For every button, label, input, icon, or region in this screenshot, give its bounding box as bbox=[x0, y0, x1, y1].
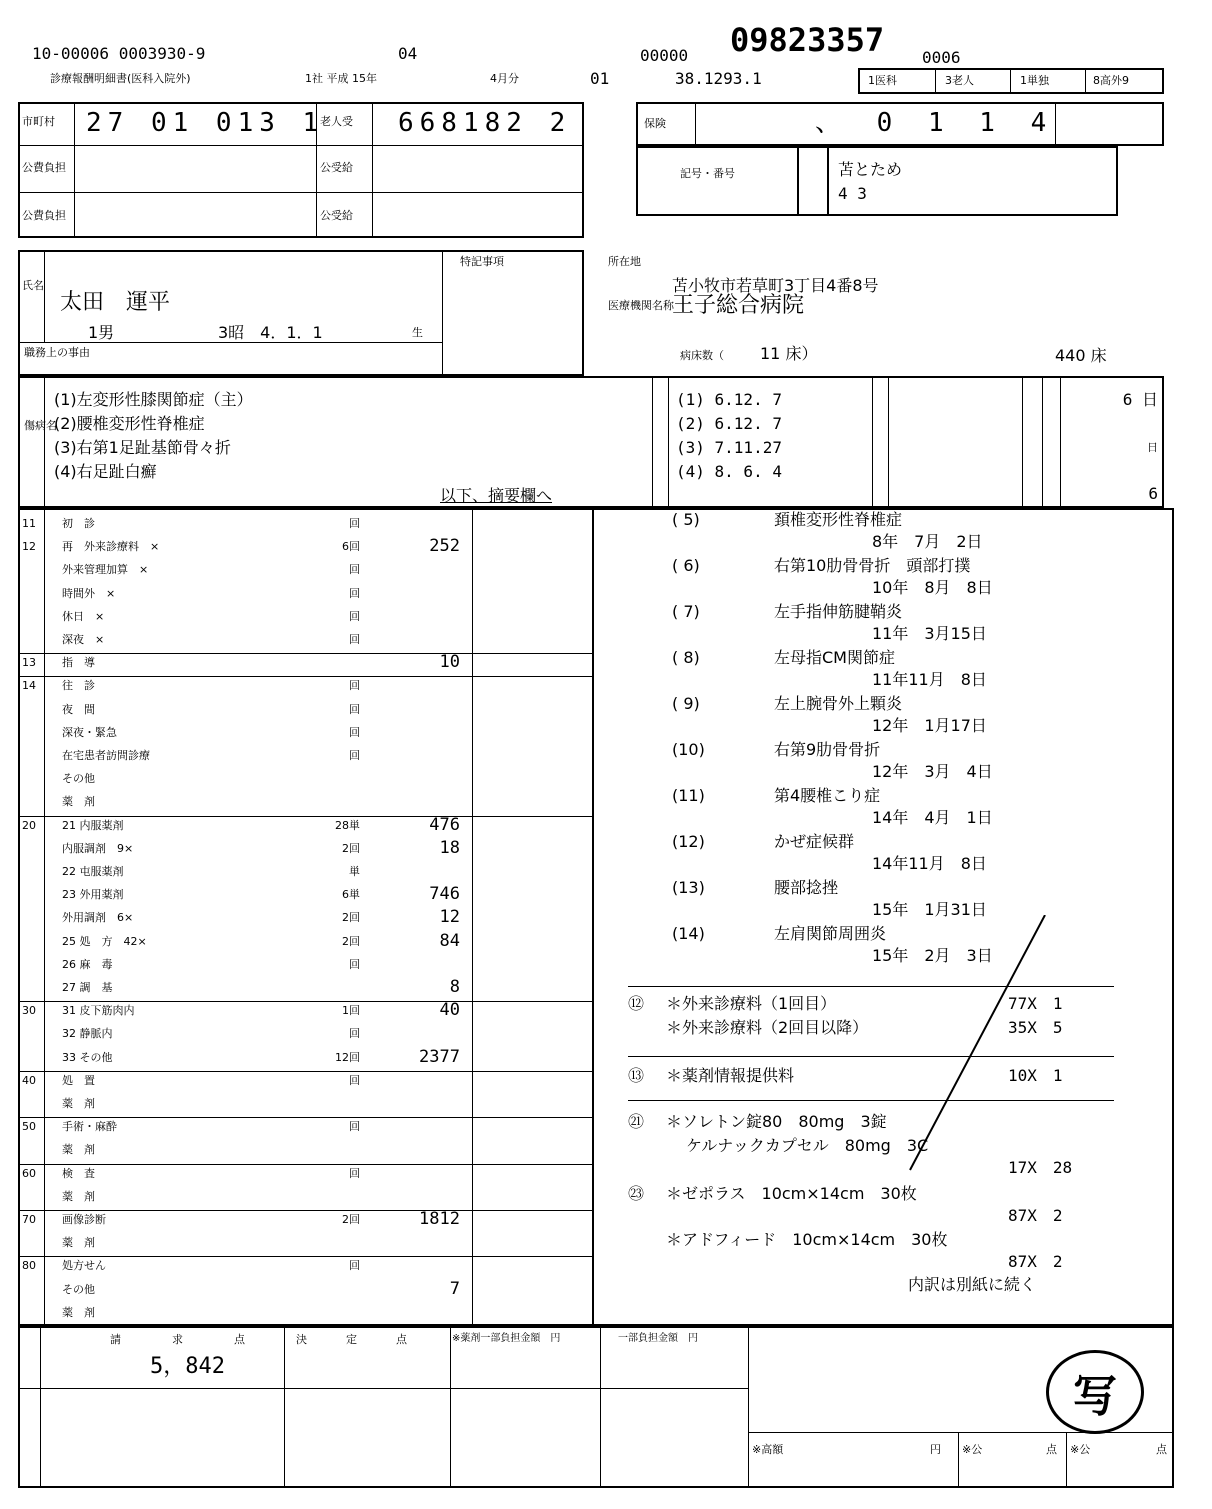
remark-diag-name: 左母指CM関節症 bbox=[774, 648, 895, 667]
high-cost-yen: 円 bbox=[930, 1443, 941, 1456]
recipient-label: 老人受 bbox=[320, 115, 353, 128]
charge-label: 再 外来診療料 × bbox=[62, 540, 160, 554]
charge-count: 回 bbox=[349, 609, 360, 623]
remark-diag-number: (13) bbox=[672, 878, 705, 897]
header-ids: 10-00006 0003930-9 bbox=[32, 44, 206, 63]
remark-item-text: ケルナックカプセル 80mg 3C bbox=[686, 1136, 929, 1155]
charge-label: 内服調剤 9× bbox=[62, 841, 134, 855]
charge-label: 薬 剤 bbox=[62, 1143, 95, 1157]
remark-item-mark: ⑬ bbox=[628, 1066, 645, 1085]
claim-points-label: 請 求 点 bbox=[110, 1333, 265, 1346]
remark-diag-number: (12) bbox=[672, 832, 705, 851]
charge-code: 11 bbox=[22, 517, 36, 530]
clinic-code: 38.1293.1 bbox=[675, 69, 762, 88]
recipient-number: 668182 2 bbox=[398, 108, 572, 138]
remark-diag-name: 右第10肋骨骨折 頭部打撲 bbox=[774, 556, 971, 575]
onset-date-4: (4) 8. 6. 4 bbox=[676, 462, 782, 481]
remark-diag-date: 15年 1月31日 bbox=[872, 900, 987, 919]
page-number: 0006 bbox=[922, 48, 961, 67]
remark-diag-number: ( 5) bbox=[672, 510, 700, 529]
remark-item-text: ＊アドフィード 10cm×14cm 30枚 bbox=[666, 1230, 948, 1249]
remark-diag-number: (14) bbox=[672, 924, 705, 943]
claim-month: 4月分 bbox=[490, 72, 519, 85]
charge-count: 回 bbox=[349, 633, 360, 646]
onset-date-1: (1) 6.12. 7 bbox=[676, 390, 782, 409]
card-number-label: 記号・番号 bbox=[680, 167, 735, 180]
public-1-points: 点 bbox=[1046, 1443, 1057, 1456]
charge-label: 23 外用薬剤 bbox=[62, 888, 124, 902]
charge-count: 回 bbox=[349, 1027, 360, 1041]
charge-label: 32 静脈内 bbox=[62, 1027, 113, 1041]
charge-code: 70 bbox=[22, 1213, 36, 1226]
charge-count: 回 bbox=[349, 725, 360, 739]
remark-diag-number: ( 6) bbox=[672, 556, 700, 575]
charge-count: 単 bbox=[349, 865, 360, 878]
charge-count: 回 bbox=[349, 1073, 360, 1087]
remark-item-value: 87X 2 bbox=[1008, 1206, 1063, 1225]
remark-diag-date: 14年11月 8日 bbox=[872, 854, 987, 873]
charge-label: 画像診断 bbox=[62, 1213, 106, 1226]
charge-count: 回 bbox=[349, 1259, 360, 1273]
charge-points: 84 bbox=[439, 930, 460, 951]
public-payer-label-1: 公費負担 bbox=[22, 161, 66, 174]
form-title: 診療報酬明細書(医科入院外) bbox=[50, 72, 191, 85]
remark-diag-date: 11年 3月15日 bbox=[872, 624, 987, 643]
header-code04: 04 bbox=[398, 44, 418, 63]
charge-points: 7 bbox=[449, 1278, 460, 1299]
facility-name: 王子総合病院 bbox=[672, 293, 805, 318]
patient-name: 太田 運平 bbox=[60, 290, 171, 315]
charge-points: 18 bbox=[439, 837, 460, 858]
charge-code: 13 bbox=[22, 656, 36, 670]
charge-count: 回 bbox=[349, 749, 360, 762]
remark-diag-date: 15年 2月 3日 bbox=[872, 946, 993, 965]
charge-points: 1812 bbox=[419, 1209, 460, 1229]
remark-item-value: 35X 5 bbox=[1008, 1018, 1063, 1037]
onset-date-2: (2) 6.12. 7 bbox=[676, 414, 782, 433]
remark-diag-date: 12年 3月 4日 bbox=[872, 762, 993, 781]
charge-count: 回 bbox=[349, 702, 360, 716]
charge-points: 476 bbox=[429, 814, 460, 835]
charge-label: その他 bbox=[62, 772, 95, 786]
charge-label: 深夜・緊急 bbox=[62, 725, 117, 739]
charge-count: 6単 bbox=[342, 888, 360, 902]
charge-label: 21 内服薬剤 bbox=[62, 818, 124, 832]
public-recipient-label-2: 公受給 bbox=[320, 209, 353, 222]
era-year: 1社 平成 15年 bbox=[305, 72, 377, 85]
charge-count: 12回 bbox=[335, 1050, 360, 1064]
card-text-1: 苫とため bbox=[838, 160, 903, 179]
category-medical: 1医科 bbox=[868, 74, 897, 87]
diagnosis-3: (3)右第1足趾基節骨々折 bbox=[54, 438, 231, 457]
remark-diag-date: 14年 4月 1日 bbox=[872, 808, 993, 827]
remark-diag-name: 左肩関節周囲炎 bbox=[774, 924, 887, 943]
claim-points: 5，842 bbox=[150, 1354, 225, 1379]
remark-item-mark: ⑫ bbox=[628, 994, 645, 1013]
charge-count: 6回 bbox=[342, 540, 360, 554]
document-number: 09823357 bbox=[730, 21, 885, 59]
remark-diag-name: かぜ症候群 bbox=[774, 832, 855, 851]
remark-diag-number: ( 9) bbox=[672, 694, 700, 713]
charge-count: 2回 bbox=[342, 1213, 360, 1226]
charge-code: 30 bbox=[22, 1004, 36, 1018]
charge-code: 80 bbox=[22, 1259, 36, 1273]
public-recipient-label-1: 公受給 bbox=[320, 161, 353, 174]
beds-small: 11 床） bbox=[760, 344, 818, 363]
drug-copay-label: ※薬剤一部負担金額 円 bbox=[452, 1333, 561, 1344]
charge-label: 検 査 bbox=[62, 1166, 95, 1180]
copay-label: 一部負担金額 円 bbox=[618, 1333, 698, 1344]
remark-item-value: 77X 1 bbox=[1008, 994, 1063, 1013]
totals-block bbox=[18, 1326, 1174, 1488]
workplace-label: 職務上の事由 bbox=[24, 346, 90, 359]
charge-code: 14 bbox=[22, 679, 36, 693]
beds-label: 病床数（ bbox=[680, 349, 724, 362]
charge-label: 25 処 方 42× bbox=[62, 934, 147, 948]
charge-count: 2回 bbox=[342, 841, 360, 855]
remark-diag-date: 10年 8月 8日 bbox=[872, 578, 993, 597]
decision-points-label: 決 定 点 bbox=[296, 1333, 421, 1346]
charge-label: 26 麻 毒 bbox=[62, 957, 113, 971]
charge-label: 夜 間 bbox=[62, 702, 95, 716]
remark-diag-number: (10) bbox=[672, 740, 705, 759]
card-block bbox=[636, 146, 1118, 216]
charge-count: 回 bbox=[349, 957, 360, 971]
charge-label: 31 皮下筋肉内 bbox=[62, 1004, 135, 1018]
charge-code: 50 bbox=[22, 1120, 36, 1134]
charge-label: その他 bbox=[62, 1282, 95, 1296]
visit-days-5: 6 bbox=[1148, 484, 1158, 503]
charge-label: 薬 剤 bbox=[62, 1097, 95, 1110]
public-2-points: 点 bbox=[1156, 1443, 1167, 1456]
card-text-2: 4 3 bbox=[838, 184, 867, 203]
category-high-outpatient: 8高外9 bbox=[1093, 74, 1129, 87]
charge-points: 40 bbox=[439, 1000, 460, 1021]
facility-address: 苫小牧市若草町3丁目4番8号 bbox=[672, 276, 879, 295]
charge-label: 深夜 × bbox=[62, 633, 105, 646]
continued-note: 内訳は別紙に続く bbox=[908, 1275, 1037, 1294]
category-single: 1単独 bbox=[1020, 74, 1049, 87]
remark-diag-name: 腰部捻挫 bbox=[774, 878, 839, 897]
remark-diag-name: 左上腕骨外上顆炎 bbox=[774, 694, 903, 713]
beds-count: 440 床 bbox=[1055, 346, 1107, 365]
remark-item-text: ＊外来診療料（1回目） bbox=[666, 994, 837, 1013]
charge-count: 2回 bbox=[342, 911, 360, 925]
charge-count: 回 bbox=[349, 517, 360, 530]
public-2-label: ※公 bbox=[1070, 1443, 1091, 1456]
facility-name-label: 医療機関名称 bbox=[608, 299, 674, 312]
remark-diag-number: ( 8) bbox=[672, 648, 700, 667]
remark-diag-number: (11) bbox=[672, 786, 705, 805]
remark-item-mark: ㉓ bbox=[628, 1184, 645, 1203]
charge-points: 12 bbox=[439, 907, 460, 928]
patient-dob-suffix: 生 bbox=[412, 326, 423, 339]
charge-count: 回 bbox=[349, 563, 360, 577]
onset-date-3: (3) 7.11.27 bbox=[676, 438, 782, 457]
remark-item-value: 87X 2 bbox=[1008, 1252, 1063, 1271]
remark-diag-name: 右第9肋骨骨折 bbox=[774, 740, 881, 759]
insurance-number: 、 0 1 1 4 bbox=[815, 108, 1057, 138]
facility-address-label: 所在地 bbox=[608, 255, 641, 268]
charge-label: 指 導 bbox=[62, 656, 95, 670]
charge-count: 回 bbox=[349, 1120, 360, 1134]
charge-label: 手術・麻酔 bbox=[62, 1120, 117, 1134]
charge-code: 40 bbox=[22, 1073, 36, 1087]
charge-label: 外来管理加算 × bbox=[62, 563, 149, 577]
charge-label: 時間外 × bbox=[62, 586, 116, 600]
charge-label: 薬 剤 bbox=[62, 1305, 95, 1319]
remark-diag-name: 第4腰椎こり症 bbox=[774, 786, 881, 805]
remark-diag-date: 8年 7月 2日 bbox=[872, 532, 983, 551]
copy-stamp bbox=[1046, 1350, 1144, 1434]
visit-days-3: 日 bbox=[1147, 441, 1158, 454]
remark-item-mark: ㉑ bbox=[628, 1112, 645, 1131]
diagnosis-4: (4)右足趾白癬 bbox=[54, 462, 157, 481]
remark-item-text: ＊ゼポラス 10cm×14cm 30枚 bbox=[666, 1184, 917, 1203]
charge-label: 22 屯服薬剤 bbox=[62, 865, 124, 878]
diagnosis-2: (2)腰椎変形性脊椎症 bbox=[54, 414, 205, 433]
municipality-number: 27 01 013 1 bbox=[86, 108, 325, 138]
charge-points: 746 bbox=[429, 884, 460, 905]
charge-label: 薬 剤 bbox=[62, 1189, 95, 1203]
charge-label: 処方せん bbox=[62, 1259, 106, 1273]
remarks-strike-line bbox=[900, 915, 1050, 1175]
header-zeros: 00000 bbox=[640, 46, 689, 65]
visit-days-1: 6 日 bbox=[1122, 390, 1158, 409]
public-payer-label-2: 公費負担 bbox=[22, 209, 66, 222]
remark-diag-date: 11年11月 8日 bbox=[872, 670, 987, 689]
charge-label: 27 調 基 bbox=[62, 981, 113, 994]
charge-label: 薬 剤 bbox=[62, 1236, 95, 1250]
charge-points: 10 bbox=[439, 652, 460, 673]
remark-diag-name: 頚椎変形性脊椎症 bbox=[774, 510, 903, 529]
diagnosis-1: (1)左変形性膝関節症（主） bbox=[54, 390, 253, 409]
special-notes-label: 特記事項 bbox=[460, 255, 504, 268]
charge-code: 20 bbox=[22, 818, 36, 832]
charge-label: 33 その他 bbox=[62, 1050, 113, 1064]
charge-label: 往 診 bbox=[62, 679, 95, 693]
patient-name-label: 氏名 bbox=[22, 279, 44, 292]
diagnoses-label: 傷病名 bbox=[24, 419, 57, 432]
charge-label: 在宅患者訪問診療 bbox=[62, 749, 150, 762]
see-remarks-note: 以下、摘要欄へ bbox=[440, 486, 553, 505]
patient-sex: 1男 bbox=[88, 323, 115, 342]
charge-label: 薬 剤 bbox=[62, 795, 95, 809]
charge-count: 回 bbox=[349, 586, 360, 600]
charge-count: 1回 bbox=[342, 1004, 360, 1018]
remark-item-text: ＊薬剤情報提供料 bbox=[666, 1066, 795, 1085]
charge-count: 回 bbox=[349, 1166, 360, 1180]
remark-item-value: 17X 28 bbox=[1008, 1158, 1073, 1177]
charge-label: 休日 × bbox=[62, 609, 105, 623]
header-code01: 01 bbox=[590, 69, 610, 88]
charge-points: 252 bbox=[429, 536, 460, 557]
category-elderly: 3老人 bbox=[945, 74, 974, 87]
charge-label: 初 診 bbox=[62, 517, 95, 530]
charge-code: 60 bbox=[22, 1166, 36, 1180]
remark-item-value: 10X 1 bbox=[1008, 1066, 1063, 1085]
municipality-label: 市町村 bbox=[22, 115, 55, 128]
high-cost-label: ※高額 bbox=[752, 1443, 784, 1456]
patient-dob: 3昭 4．1．1 bbox=[218, 323, 323, 342]
remark-diag-name: 左手指伸筋腱鞘炎 bbox=[774, 602, 903, 621]
charge-label: 処 置 bbox=[62, 1073, 95, 1087]
copy-stamp-text: 写 bbox=[1073, 1371, 1117, 1422]
insurance-label: 保険 bbox=[644, 117, 666, 130]
charge-code: 12 bbox=[22, 540, 36, 554]
remark-item-text: ＊外来診療料（2回目以降） bbox=[666, 1018, 869, 1037]
charge-points: 2377 bbox=[419, 1046, 460, 1067]
charge-count: 2回 bbox=[342, 934, 360, 948]
remark-item-text: ＊ソレトン錠80 80mg 3錠 bbox=[666, 1112, 887, 1131]
charge-count: 28単 bbox=[335, 818, 360, 832]
public-1-label: ※公 bbox=[962, 1443, 983, 1456]
charge-label: 外用調剤 6× bbox=[62, 911, 134, 925]
remark-diag-date: 12年 1月17日 bbox=[872, 716, 987, 735]
remark-diag-number: ( 7) bbox=[672, 602, 700, 621]
charge-points: 8 bbox=[449, 977, 460, 997]
charge-count: 回 bbox=[349, 679, 360, 693]
